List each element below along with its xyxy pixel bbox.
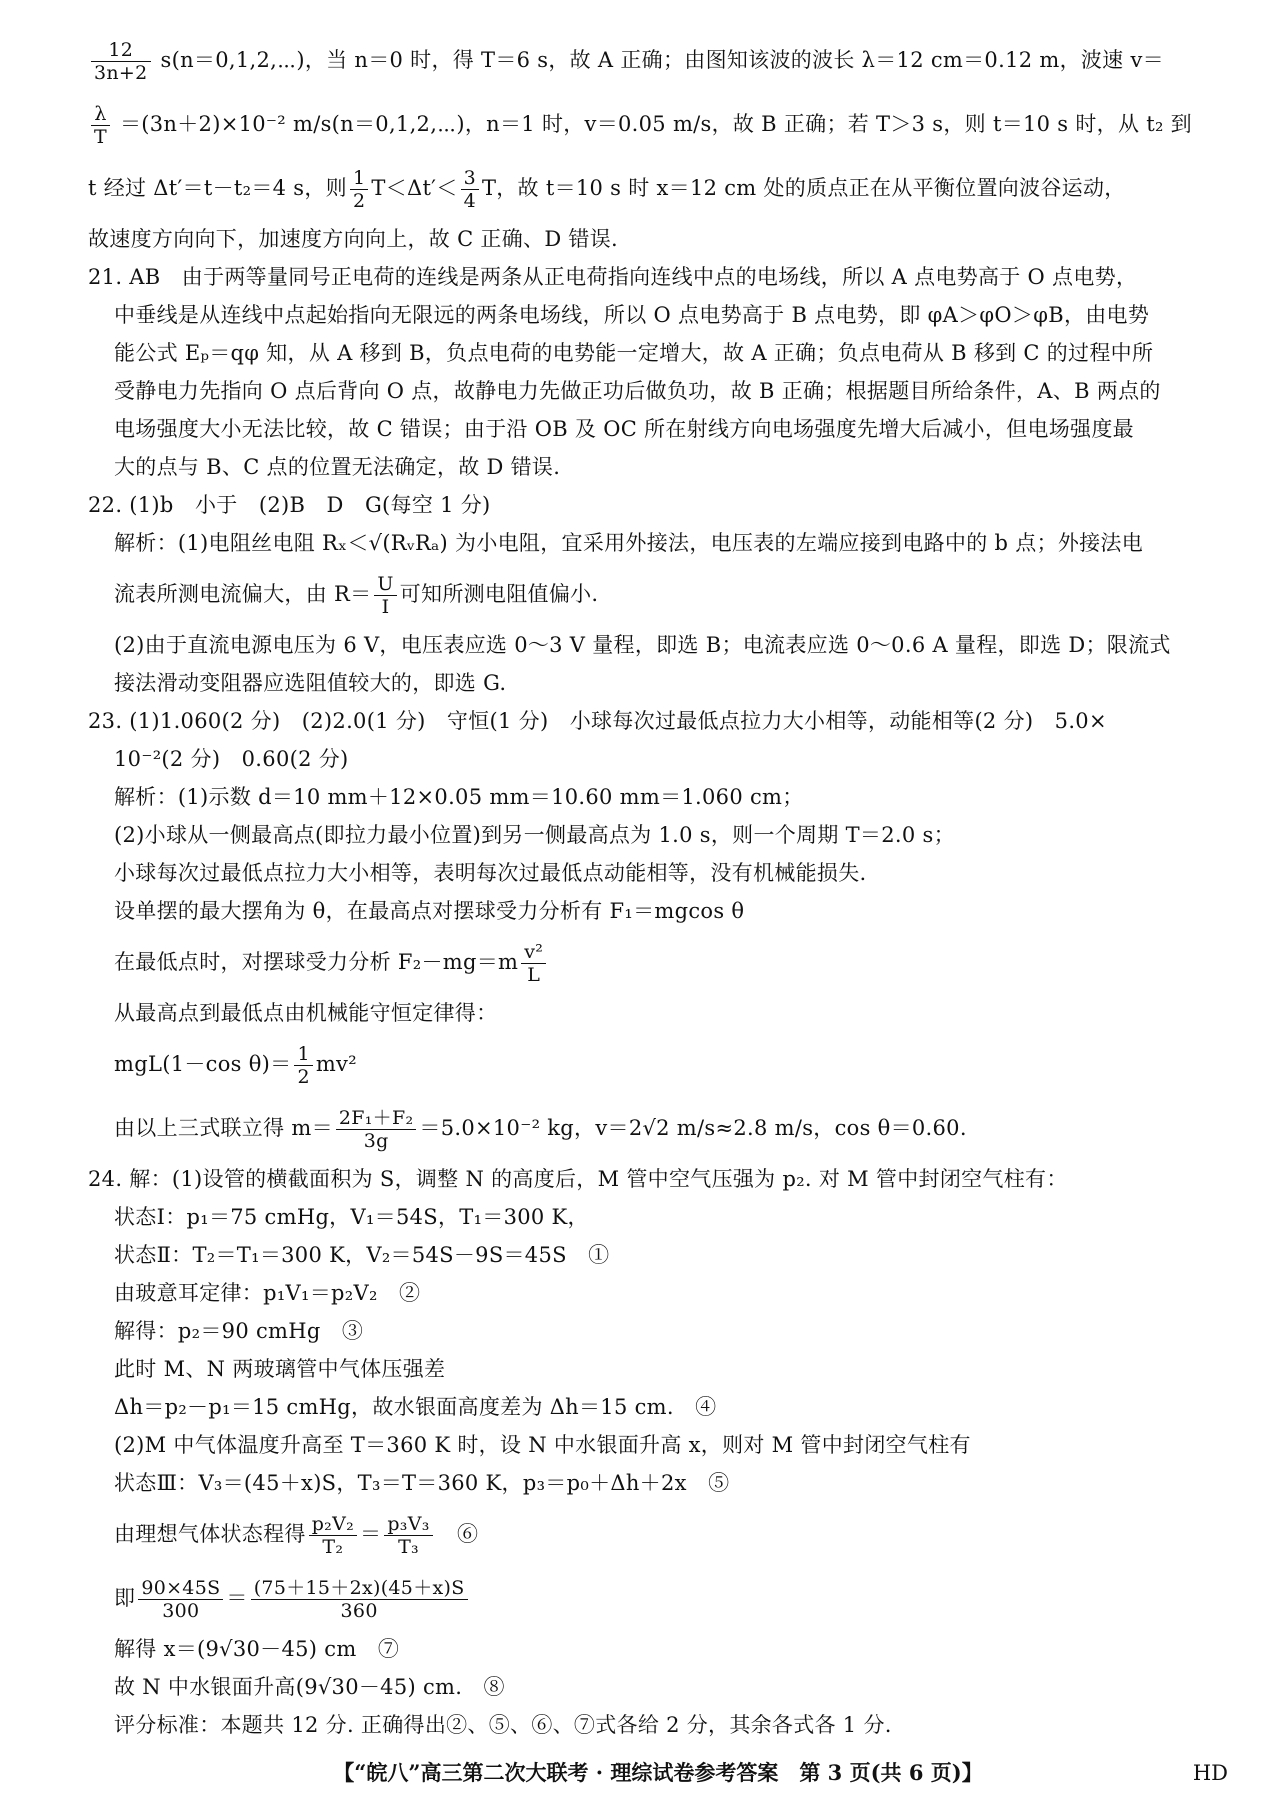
- fraction: $\frac{3}{4}$: [461, 167, 479, 212]
- text-line: 状态Ⅰ：p₁＝75 cmHg，V₁＝54S，T₁＝300 K，: [114, 1205, 589, 1229]
- scoring-standard: 评分标准：本题共 12 分. 正确得出②、⑤、⑥、⑦式各给 2 分，其余各式各 1 分.: [114, 1713, 892, 1737]
- text-line: Δh＝p₂－p₁＝15 cmHg，故水银面高度差为 Δh＝15 cm. ④: [114, 1395, 717, 1419]
- text-line: 故速度方向向下，加速度方向向上，故 C 正确、D 错误.: [88, 227, 619, 251]
- question-22-line: 22. (1)b 小于 (2)B D G(每空 1 分): [88, 493, 491, 517]
- fraction: $\frac{1}{2}$: [350, 167, 368, 212]
- fraction: $\frac{\lambda}{T}$: [91, 103, 110, 148]
- text-line: 设单摆的最大摆角为 θ，在最高点对摆球受力分析有 F₁＝mgcos θ: [114, 899, 745, 923]
- fraction: $\frac{\text{p₂V₂}}{\text{T₂}}$: [309, 1513, 357, 1558]
- text-line: 接法滑动变阻器应选阻值较大的，即选 G.: [114, 671, 507, 695]
- text-line: t 经过 Δt′＝t－t₂＝4 s，则 $\frac{1}{2}$ T＜Δt′＜ $\frac{3}{4}$ T，故 t＝10 s 时 x＝12 cm 处的质点正在从平衡位置向波谷运动，: [88, 167, 1126, 212]
- question-21-line: 21. AB 由于两等量同号正电荷的连线是两条从正电荷指向连线中点的电场线，所以 A 点电势高于 O 点电势，: [88, 265, 1138, 289]
- text-line: 由以上三式联立得 m＝ $\frac{\text{2F₁＋F₂}}{3g}$ ＝5.0×10⁻² kg，v＝2√2 m/s≈2.8 m/s，cos θ＝0.60.: [114, 1107, 967, 1152]
- fraction: $\frac{\text{p₃V₃}}{\text{T₃}}$: [384, 1513, 432, 1558]
- fraction: $\frac{\text{2F₁＋F₂}}{3g}$: [336, 1107, 417, 1152]
- text-line: (2)由于直流电源电压为 6 V，电压表应选 0～3 V 量程，即选 B；电流表应选 0～0.6 A 量程，即选 D；限流式: [114, 633, 1171, 657]
- answer-content: [88, 28, 1228, 1744]
- text-line: 10⁻²(2 分) 0.60(2 分): [114, 747, 349, 771]
- footer-title: 【“皖八”高三第二次大联考 · 理综试卷参考答案 第 3 页(共 6 页)】: [333, 1760, 983, 1785]
- page-footer: [88, 1758, 1228, 1788]
- text-line: 解得：p₂＝90 cmHg ③: [114, 1319, 364, 1343]
- text-line: 流表所测电流偏大，由 R＝ $\frac{U}{I}$ 可知所测电阻值偏小.: [114, 573, 599, 618]
- text-line: (2)M 中气体温度升高至 T＝360 K 时，设 N 中水银面升高 x，则对 M 管中封闭空气柱有: [114, 1433, 971, 1457]
- footer-code: HD: [1192, 1761, 1228, 1785]
- text-line: 解得 x＝(9√30－45) cm ⑦: [114, 1637, 400, 1661]
- text-line: 由玻意耳定律：p₁V₁＝p₂V₂ ②: [114, 1281, 421, 1305]
- text-line: 大的点与 B、C 点的位置无法确定，故 D 错误.: [114, 455, 561, 479]
- text-line: mgL(1－cos θ)＝ $\frac{1}{2}$ mv²: [114, 1043, 357, 1088]
- question-23-line: 23. (1)1.060(2 分) (2)2.0(1 分) 守恒(1 分) 小球每次过最低点拉力大小相等，动能相等(2 分) 5.0×: [88, 709, 1107, 733]
- text-line: (2)小球从一侧最高点(即拉力最小位置)到另一侧最高点为 1.0 s，则一个周期 T＝2.0 s；: [114, 823, 955, 847]
- text-line: 解析：(1)电阻丝电阻 Rₓ＜√(RᵥRₐ) 为小电阻，宜采用外接法，电压表的左端应接到电路中的 b 点；外接法电: [114, 531, 1144, 555]
- text-line: 在最低点时，对摆球受力分析 F₂－mg＝m $\frac{\text{v²}}{L}$: [88, 930, 1228, 994]
- fraction: $\frac{1}{2}$: [294, 1043, 312, 1088]
- text-line: 由理想气体状态程得 $\frac{\text{p₂V₂}}{\text{T₂}}$ ＝ $\frac{\text{p₃V₃}}{\text{T₃}}$ ⑥: [114, 1513, 479, 1558]
- text-line: 能公式 Eₚ＝qφ 知，从 A 移到 B，负点电荷的电势能一定增大，故 A 正确；负点电荷从 B 移到 C 的过程中所: [114, 341, 1154, 365]
- text-line: 受静电力先指向 O 点后背向 O 点，故静电力先做正功后做负功，故 B 正确；根据题目所给条件，A、B 两点的: [114, 379, 1161, 403]
- text-line: $\frac{12}{3n+2}$ s(n＝0,1,2,⋯)，当 n＝0 时，得 T＝6 s，故 A 正确；由图知该波的波长 λ＝12 cm＝0.12 m，波速 v＝: [88, 28, 1228, 92]
- question-24-line: 24. 解：(1)设管的横截面积为 S，调整 N 的高度后，M 管中空气压强为 p₂. 对 M 管中封闭空气柱有：: [88, 1167, 1068, 1191]
- text-line: 此时 M、N 两玻璃管中气体压强差: [114, 1357, 446, 1381]
- text-line: 解析：(1)示数 d＝10 mm＋12×0.05 mm＝10.60 mm＝1.060 cm；: [114, 785, 804, 809]
- text-line: 从最高点到最低点由机械能守恒定律得：: [114, 1001, 498, 1025]
- text-line: 中垂线是从连线中点起始指向无限远的两条电场线，所以 O 点电势高于 B 点电势，即 φA＞φO＞φB，由电势: [114, 303, 1150, 327]
- fraction: $\frac{\text{v²}}{L}$: [521, 941, 546, 986]
- fraction: $\frac{U}{I}$: [374, 573, 396, 618]
- fraction: $\frac{90\times 45S}{300}$: [138, 1577, 223, 1622]
- text-line: 小球每次过最低点拉力大小相等，表明每次过最低点动能相等，没有机械能损失.: [114, 861, 867, 885]
- text-line: 故 N 中水银面升高(9√30－45) cm. ⑧: [114, 1675, 505, 1699]
- text-line: 电场强度大小无法比较，故 C 错误；由于沿 OB 及 OC 所在射线方向电场强度先增大后减小，但电场强度最: [114, 417, 1134, 441]
- text-line: 状态Ⅲ：V₃＝(45＋x)S，T₃＝T＝360 K，p₃＝p₀＋Δh＋2x ⑤: [114, 1471, 730, 1495]
- fraction: $\frac{(75+15+2x)(45+x)S}{360}$: [251, 1577, 468, 1622]
- fraction: $\frac{12}{3n+2}$: [91, 39, 151, 84]
- text-line: 即 $\frac{90\times 45S}{300}$ ＝ $\frac{(75+15+2x)(45+x)S}{360}$: [88, 1566, 1228, 1630]
- text-line: 状态Ⅱ：T₂＝T₁＝300 K，V₂＝54S－9S＝45S ①: [114, 1243, 610, 1267]
- text-line: $\frac{\lambda}{T}$ ＝(3n＋2)×10⁻² m/s(n＝0,1,2,⋯)，n＝1 时，v＝0.05 m/s，故 B 正确；若 T＞3 s，则 t＝10 s 时，从 t₂ 到: [88, 92, 1228, 156]
